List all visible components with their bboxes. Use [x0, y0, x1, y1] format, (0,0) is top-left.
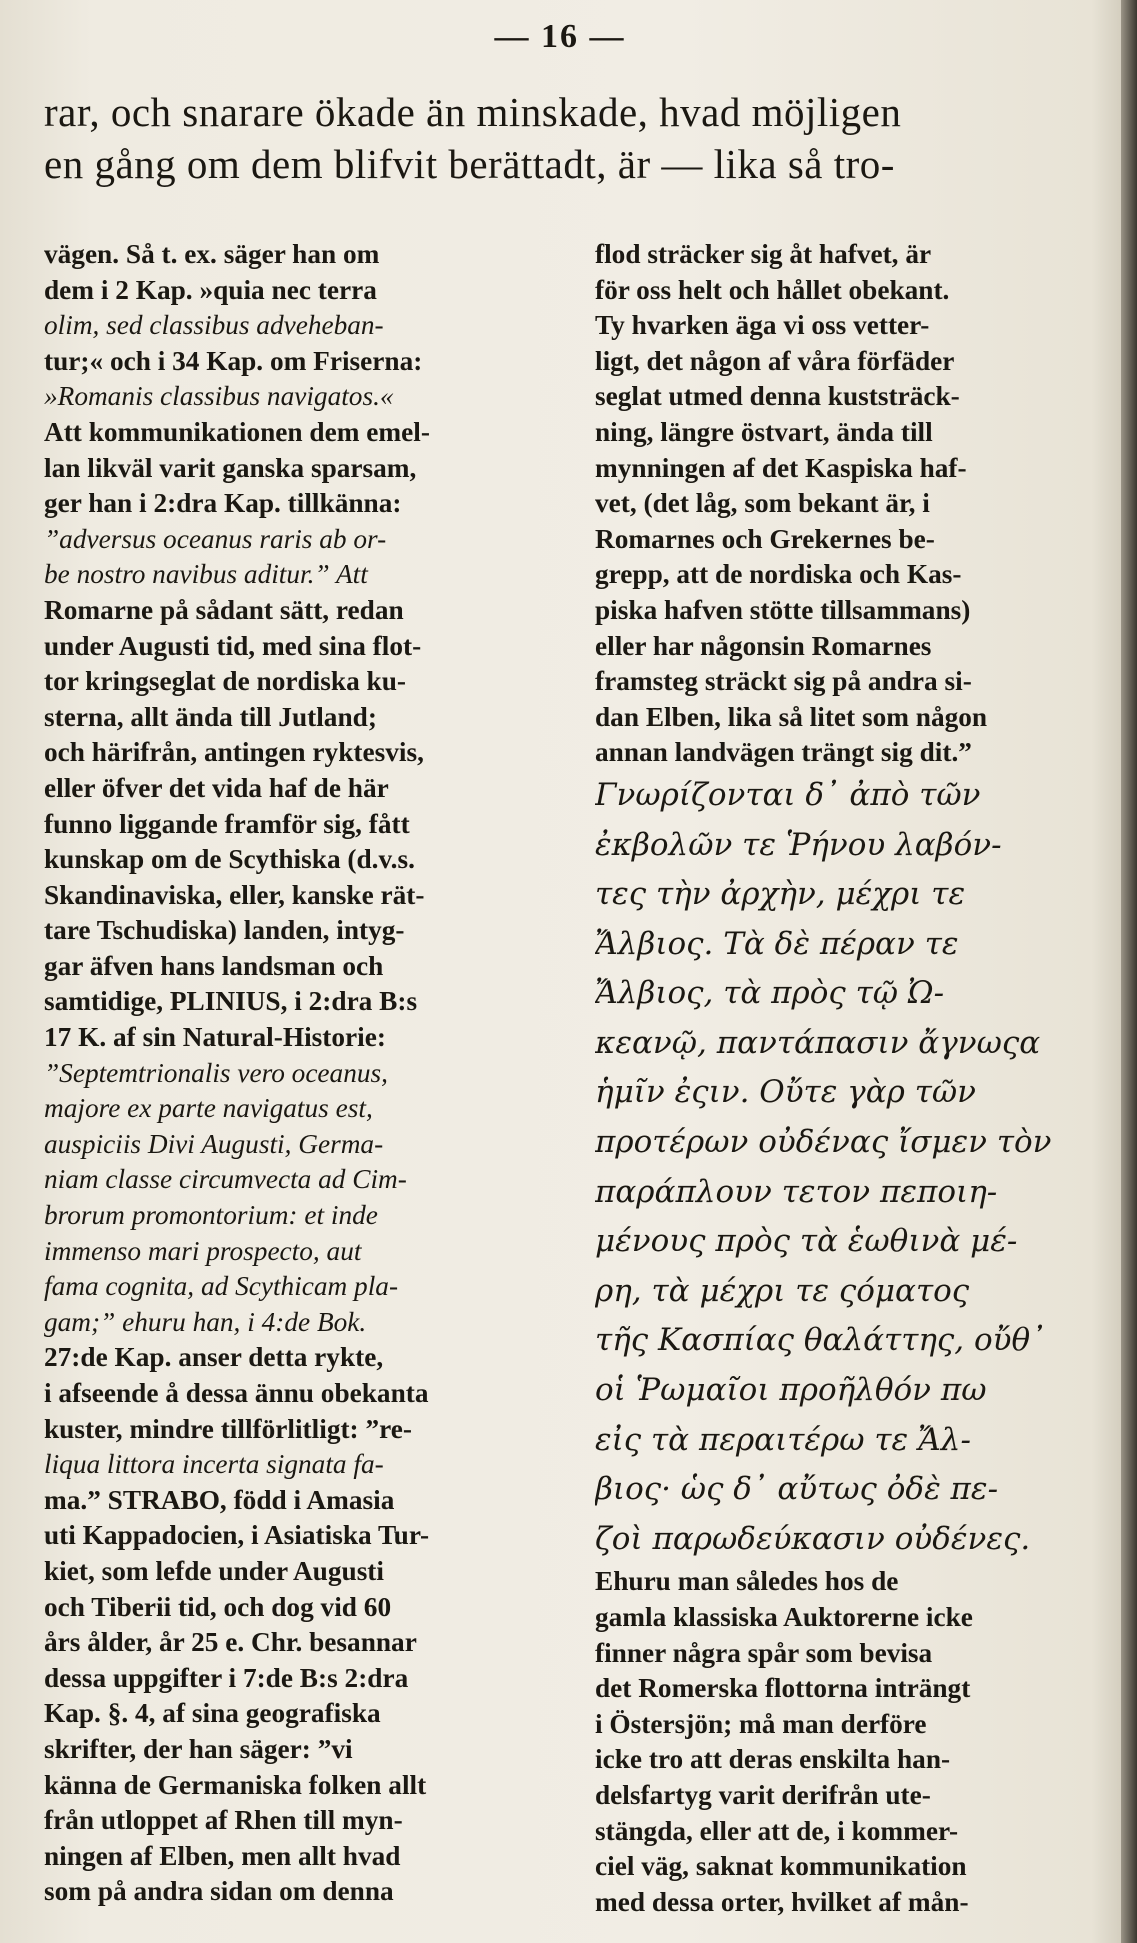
greek-quote-line: οἱ Ῥωμαῖοι προῆλθόν πω [595, 1372, 987, 1409]
greek-quote-line: τες τὴν ἀρχὴν, μέχρι τε [595, 876, 966, 913]
left-column-line: kunskap om de Scythiska (d.v.s. [44, 844, 415, 875]
greek-quote-line: κεανῷ, παντάπασιν ἄγνωςα [595, 1024, 1041, 1061]
right-column-line: dan Elben, lika så litet som någon [595, 701, 988, 732]
left-column-line: tare Tschudiska) landen, intyg- [44, 915, 405, 946]
left-column-line: immenso mari prospecto, aut [44, 1235, 362, 1266]
left-column-line: be nostro navibus aditur.” Att [44, 559, 368, 590]
right-column [595, 237, 1107, 1920]
right-column-line: icke tro att deras enskilta han- [595, 1744, 951, 1775]
right-column-line: för oss helt och hållet obekant. [595, 274, 950, 305]
right-column-line: grepp, att de nordiska och Kas- [595, 559, 962, 590]
right-column-line: det Romerska flottorna inträngt [595, 1673, 971, 1704]
left-column-line: uti Kappadocien, i Asiatiska Tur- [44, 1520, 430, 1551]
left-column-line: majore ex parte navigatus est, [44, 1093, 373, 1124]
left-column-line: gam;” ehuru han, i 4:de Bok. [44, 1306, 367, 1337]
left-column-line: »Romanis classibus navigatos.« [44, 381, 394, 412]
page-number: — 16 — [494, 18, 626, 55]
left-column-line: ”Septemtrionalis vero oceanus, [44, 1057, 388, 1088]
right-column-line: Ty hvarken äga vi oss vetter- [595, 310, 930, 341]
left-column-line: tur;« och i 34 Kap. om Friserna: [44, 345, 423, 376]
left-column-line: samtidige, PLINIUS, i 2:dra B:s [44, 986, 418, 1017]
left-column-line: Kap. §. 4, af sina geografiska [44, 1698, 381, 1729]
left-column-line: i afseende å dessa ännu obekanta [44, 1378, 429, 1408]
left-column [44, 237, 562, 1910]
right-column-line: stängda, eller att de, i kommer- [595, 1815, 959, 1846]
right-column-line: mynningen af det Kaspiska haf- [595, 452, 967, 483]
greek-quote-line: ρη, τὰ μέχρι τε ςόματος [595, 1272, 970, 1309]
greek-quote-line: βιος· ὡς δ᾽ αὔτως ὀδὲ πε- [595, 1471, 999, 1508]
right-column-line: flod sträcker sig åt hafvet, är [595, 239, 932, 269]
left-column-line: kiet, som lefde under Augusti [44, 1555, 384, 1586]
carry-line: rar, och snarare ökade än minskade, hvad möjligen [44, 89, 902, 135]
left-column-line: funno liggande framför sig, fått [44, 808, 410, 839]
greek-quote-line: Γνωρίζονται δ᾽ ἀπὸ τῶν [595, 776, 981, 813]
left-column-line: ger han i 2:dra Kap. tillkänna: [44, 488, 402, 519]
right-column-line: framsteg sträckt sig på andra si- [595, 666, 972, 697]
carry-line: en gång om dem blifvit berättadt, är — lika så tro- [44, 141, 895, 187]
left-column-line: vägen. Så t. ex. säger han om [44, 239, 380, 269]
right-column-line: ligt, det någon af våra förfäder [595, 345, 955, 376]
greek-quote-line: προτέρων οὐδένας ἴσμεν τὸν [595, 1124, 1052, 1161]
left-column-line: års ålder, år 25 e. Chr. besannar [44, 1627, 417, 1658]
left-column-line: ma.” STRABO, född i Amasia [44, 1484, 395, 1515]
greek-quote-line: τῆς Κασπίας θαλάττης, οὔθ᾽ [595, 1322, 1046, 1359]
right-column-line: Ehuru man således hos de [595, 1566, 899, 1597]
left-column-line: gar äfven hans landsman och [44, 950, 384, 981]
left-column-line: tor kringseglat de nordiska ku- [44, 666, 406, 697]
greek-quote-line: παράπλουν τετον πεποιη- [595, 1173, 998, 1210]
left-column-line: Att kommunikationen dem emel- [44, 416, 430, 447]
left-column-line: ”adversus oceanus raris ab or- [44, 523, 387, 554]
left-column-line: ningen af Elben, men allt hvad [44, 1840, 401, 1871]
left-column-line: från utloppet af Rhen till myn- [44, 1805, 403, 1836]
left-column-line: brorum promontorium: et inde [44, 1200, 378, 1231]
left-column-line: eller öfver det vida haf de här [44, 772, 389, 803]
left-column-line: under Augusti tid, med sina flot- [44, 630, 422, 661]
left-column-line: och Tiberii tid, och dog vid 60 [44, 1591, 392, 1622]
greek-quote-line: ἡμῖν ἐςιν. Οὔτε γὰρ τῶν [595, 1074, 976, 1111]
greek-quote-line: Ἄλβιος, τὰ πρὸς τῷ Ὠ- [595, 975, 945, 1012]
right-column-line: eller har någonsin Romarnes [595, 630, 932, 661]
left-column-line: olim, sed classibus adveheban- [44, 310, 384, 341]
left-column-line: lan likväl varit ganska sparsam, [44, 452, 417, 483]
left-column-line: Romarne på sådant sätt, redan [44, 594, 404, 625]
right-column-line: gamla klassiska Auktorerne icke [595, 1602, 973, 1632]
right-column-line: i Östersjön; må man derföre [595, 1708, 927, 1739]
carry-over-text [44, 86, 1124, 190]
greek-quote-line: Ἄλβιος. Τὰ δὲ πέραν τε [595, 925, 959, 962]
left-column-line: auspiciis Divi Augusti, Germa- [44, 1128, 384, 1159]
left-column-line: som på andra sidan om denna [44, 1876, 394, 1907]
right-column-line: Romarnes och Grekernes be- [595, 523, 935, 554]
greek-quote-line: ἐκβολῶν τε Ῥήνου λαβόν- [595, 826, 1002, 863]
page-header [0, 18, 1120, 56]
left-column-line: sterna, allt ända till Jutland; [44, 701, 377, 732]
right-column-line: ciel väg, saknat kommunikation [595, 1851, 967, 1882]
left-column-line: 27:de Kap. anser detta rykte, [44, 1342, 384, 1373]
right-column-line: finner några spår som bevisa [595, 1637, 933, 1668]
left-column-line: liqua littora incerta signata fa- [44, 1449, 384, 1480]
right-column-line: med dessa orter, hvilket af mån- [595, 1886, 969, 1917]
left-column-line: känna de Germaniska folken allt [44, 1769, 427, 1800]
greek-quote-line: ζοὶ παρωδεύκασιν οὐδένες. [595, 1520, 1031, 1557]
left-column-line: kuster, mindre tillförlitligt: ”re- [44, 1413, 412, 1444]
left-column-line: dem i 2 Kap. »quia nec terra [44, 274, 377, 305]
right-column-line: seglat utmed denna kuststräck- [595, 381, 960, 412]
greek-quote-line: μένους πρὸς τὰ ἑωθινὰ μέ- [595, 1223, 1018, 1260]
left-column-line: skrifter, der han säger: ”vi [44, 1733, 353, 1764]
right-column-line: ning, längre östvart, ända till [595, 416, 933, 447]
page-edge-shadow [1121, 0, 1137, 1943]
left-column-line: dessa uppgifter i 7:de B:s 2:dra [44, 1662, 409, 1693]
left-column-line: och härifrån, antingen ryktesvis, [44, 737, 424, 768]
left-column-line: 17 K. af sin Natural-Historie: [44, 1022, 386, 1053]
left-column-line: fama cognita, ad Scythicam pla- [44, 1271, 399, 1302]
right-column-line: vet, (det låg, som bekant är, i [595, 488, 930, 519]
greek-quote-line: εἰς τὰ περαιτέρω τε Ἄλ- [595, 1421, 971, 1458]
right-column-line: annan landvägen trängt sig dit.” [595, 737, 972, 768]
right-column-line: piska hafven stötte tillsammans) [595, 594, 971, 625]
left-column-line: niam classe circumvecta ad Cim- [44, 1164, 407, 1195]
left-column-line: Skandinaviska, eller, kanske rät- [44, 879, 425, 910]
right-column-line: delsfartyg varit derifrån ute- [595, 1779, 931, 1810]
